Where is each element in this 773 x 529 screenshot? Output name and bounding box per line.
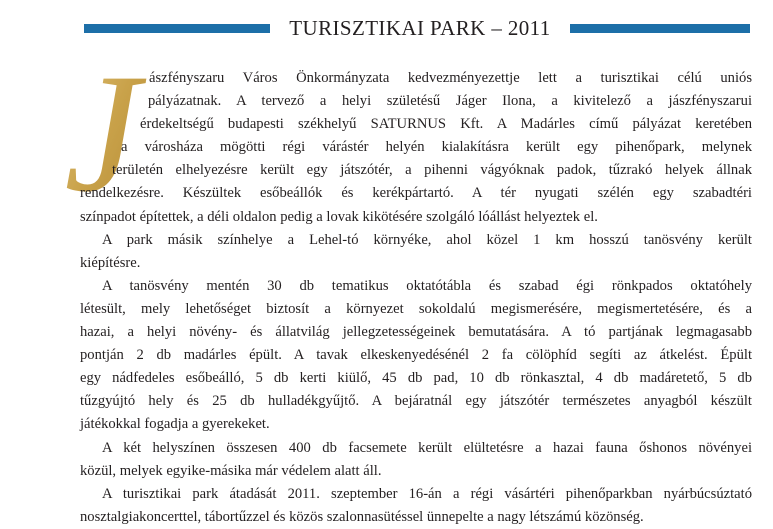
text-line: A turisztikai park átadását 2011. szeptember 16-án a régi vásártéri pihenőparkban nyárbúcsúztató	[102, 485, 752, 502]
text-line: egy nádfedeles esőbeálló, 5 db kerti kiülő, 45 db pad, 10 db rönkasztal, 4 db madáretető, 5 db	[80, 370, 752, 387]
paragraph-1	[80, 67, 752, 229]
section-header	[0, 13, 773, 43]
paragraph-4	[80, 437, 752, 483]
text-line: pályázatnak. A tervező a helyi születésű Jáger Ilona, a kivitelező a jászfényszarui	[148, 93, 752, 110]
text-line: létesült, mely lehetőséget biztosít a környezet sokoldalú megismerésére, megismertetésére, és a	[80, 300, 752, 317]
text-line: nosztalgiakoncerttel, tábortűzzel és közös szalonnasütéssel ünnepelte a nagy létszámú közönség.	[80, 508, 644, 525]
header-rule-right	[570, 24, 750, 33]
text-line: színpadot építettek, a déli oldalon pedig a lovak kikötésére szolgáló lóállást helyeztek el.	[80, 208, 598, 225]
text-line: közül, melyek egyike-másika már védelem alatt áll.	[80, 462, 382, 479]
text-line: a városháza mögötti régi várástér helyén kialakításra került egy pihenőpark, melynek	[121, 139, 752, 156]
text-line: A tanösvény mentén 30 db tematikus oktatótábla és szabad égi rönkpados oktatóhely	[102, 277, 752, 294]
dropcap-glyph: J	[64, 50, 140, 220]
paragraph-2	[80, 229, 752, 275]
text-line: kiépítésre.	[80, 254, 141, 271]
text-line: pontján 2 db madárles épült. A tavak elkeskenyedésénél 2 fa cölöphíd segíti az átkelést. Épült	[80, 347, 752, 364]
text-line: A park másik színhelye a Lehel-tó környéke, ahol közel 1 km hosszú tanösvény került	[102, 231, 752, 248]
header-rule-left	[84, 24, 270, 33]
paragraph-3	[80, 275, 752, 437]
text-line: játékokkal fogadja a gyerekeket.	[80, 416, 270, 433]
text-line: tűzgyújtó hely és 25 db hulladékgyűjtő. A bejáratnál egy játszótér természetes anyagból készült	[80, 393, 752, 410]
text-line: érdekeltségű budapesti székhelyű SATURNUS Kft. A Madárles című pályázat keretében	[140, 116, 752, 133]
paragraph-5	[80, 483, 752, 529]
text-line: ászfényszaru Város Önkormányzata kedvezményezettje lett a turisztikai célú uniós	[149, 70, 752, 86]
page-title: TURISZTIKAI PARK – 2011	[289, 16, 551, 40]
text-line: hazai, a helyi növény- és állatvilág jellegzetességeinek bemutatására. A tó partjának legmagasabb	[80, 324, 752, 341]
text-line: rendelkezésre. Készültek esőbeállók és kerékpártartó. A tér nyugati szélén egy szabadtéri	[80, 185, 752, 202]
article-body	[80, 67, 752, 529]
text-line: területén elhelyezésre került egy játszótér, a pihenni vágyóknak padok, tűzrakó helyek állnak	[112, 162, 752, 179]
text-line: A két helyszínen összesen 400 db facsemete került elültetésre a hazai fauna őshonos növényei	[102, 439, 752, 456]
